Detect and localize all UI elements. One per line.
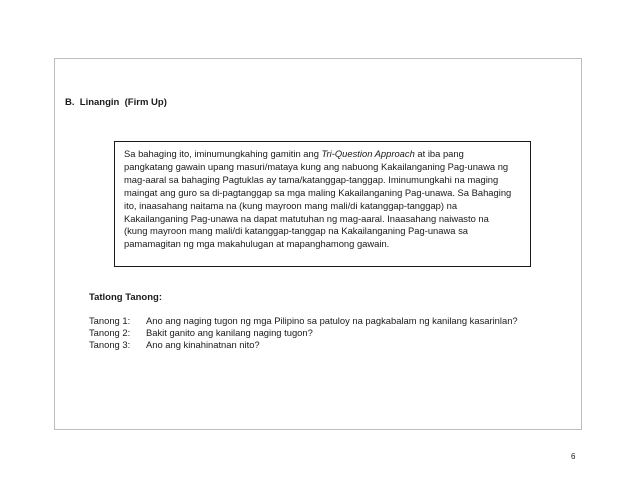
instruction-line: Kakailanganing Pag-unawa na dapat matutuhan ng mag-aaral. Inaasahang naiwasto na: [124, 212, 489, 224]
instruction-line: (kung mayroon mang mali/di katanggap-tanggap na Kakailanganing Pag-unawa sa: [124, 225, 468, 237]
section-subtitle: (Firm Up): [124, 97, 167, 108]
question-list: [89, 315, 518, 352]
section-letter: B.: [65, 97, 75, 108]
question-item: [89, 327, 518, 339]
instruction-text: [124, 148, 520, 251]
question-item: [89, 315, 518, 327]
question-item: [89, 339, 518, 351]
instruction-box: [114, 141, 531, 267]
section-title: Linangin: [79, 97, 120, 108]
questions-title: Tatlong Tanong:: [89, 292, 162, 303]
instruction-line: pangkatang gawain upang masuri/mataya kung ang nabuong Kakailanganing Pag-unawa ng: [124, 160, 509, 172]
instruction-line: maingat ang guro sa di-pagtanggap sa mga maling Kakailanganing Pag-unawa. Sa Bahaging: [124, 186, 512, 198]
instruction-line: mag-aaral sa bahaging Pagtuklas ay tama/katanggap-tanggap. Iminumungkahi na maging: [124, 173, 499, 185]
instruction-line: Sa bahaging ito, iminumungkahing gamitin ang Tri-Question Approach at iba pang: [124, 148, 464, 159]
question-text: Ano ang kinahinatnan nito?: [146, 339, 260, 351]
instruction-line: pamamagitan ng mga makahulugan at mapanghamong gawain.: [124, 238, 390, 250]
page-number: 6: [571, 452, 576, 461]
question-text: Ano ang naging tugon ng mga Pilipino sa patuloy na pagkabalam ng kanilang kasarinlan?: [146, 315, 518, 326]
question-label: Tanong 2:: [89, 327, 131, 339]
question-text: Bakit ganito ang kanilang naging tugon?: [146, 327, 313, 339]
instruction-line: ito, inaasahang naitama na (kung mayroon mang mali/di katanggap-tanggap) na: [124, 199, 458, 211]
question-label: Tanong 1:: [89, 315, 131, 326]
question-label: Tanong 3:: [89, 339, 131, 351]
section-heading: [65, 97, 167, 108]
